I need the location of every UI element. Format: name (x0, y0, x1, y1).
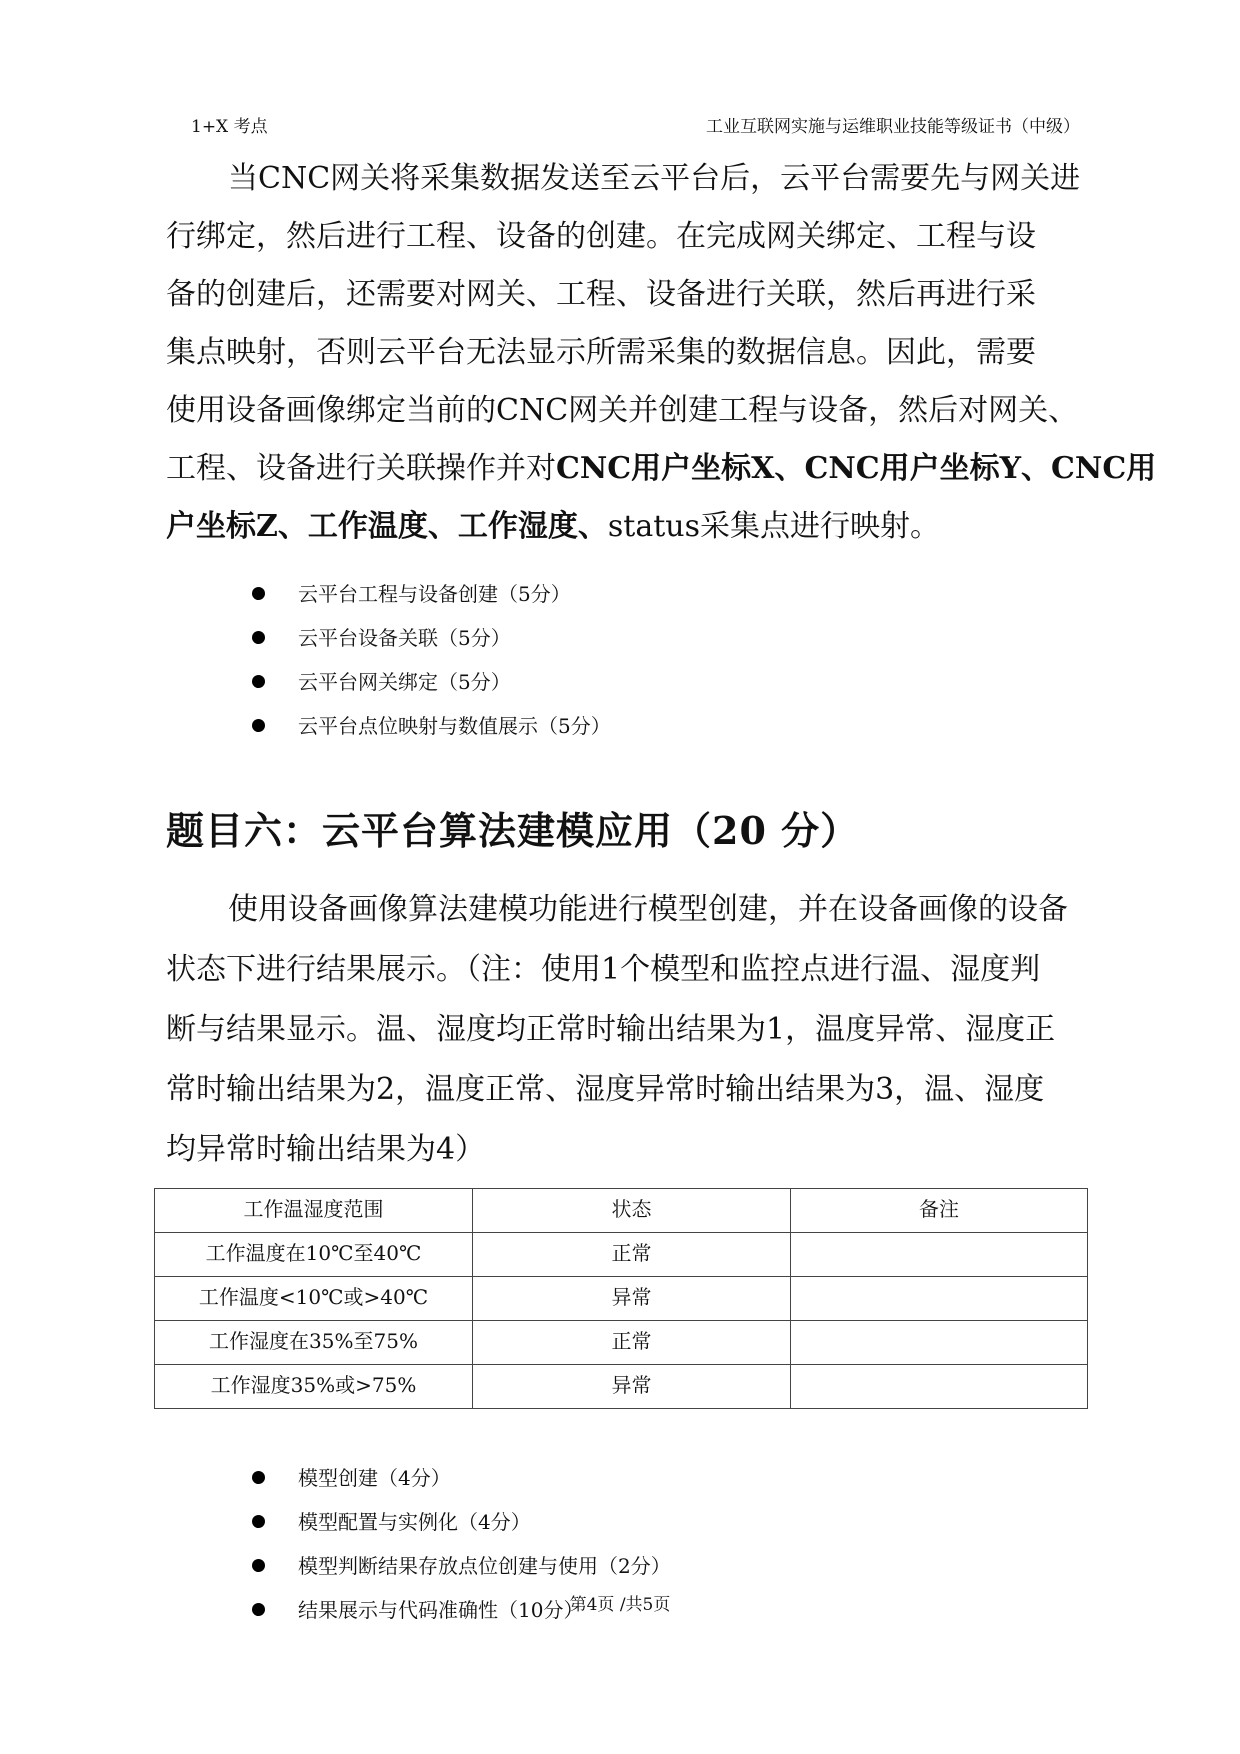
intro-line: 行绑定，然后进行工程、设备的创建。在完成网关绑定、工程与设 (166, 219, 1036, 254)
list-item: 云平台网关绑定（5分） (252, 660, 611, 704)
section-heading: 题目六：云平台算法建模应用（20 分） (166, 808, 860, 853)
intro-bold-text: CNC用户坐标X、CNC用户坐标Y、CNC用 (556, 451, 1157, 486)
intro-text: 工程、设备进行关联操作并对 (166, 451, 556, 486)
header-right: 工业互联网实施与运维职业技能等级证书（中级） (706, 117, 1080, 137)
table-cell: 正常 (473, 1233, 791, 1277)
bullet-icon (252, 675, 265, 688)
temperature-humidity-table (154, 1188, 1088, 1409)
intro-paragraph (166, 150, 1157, 556)
bullet-icon (252, 1471, 265, 1484)
table-cell: 工作湿度35%或>75% (155, 1365, 473, 1409)
intro-line: 当CNC网关将采集数据发送至云平台后，云平台需要先与网关进 (228, 161, 1081, 196)
intro-line: 集点映射，否则云平台无法显示所需采集的数据信息。因此，需要 (166, 335, 1036, 370)
table-cell (791, 1365, 1088, 1409)
table-cell: 异常 (473, 1365, 791, 1409)
list-item: 云平台点位映射与数值展示（5分） (252, 704, 611, 748)
section-line: 常时输出结果为2，温度正常、湿度异常时输出结果为3，温、湿度 (166, 1072, 1045, 1107)
list-item: 结果展示与代码准确性（10分） (252, 1588, 671, 1632)
table-row (155, 1365, 1088, 1409)
intro-line-mixed (166, 498, 1096, 556)
table-cell: 异常 (473, 1277, 791, 1321)
table-row (155, 1321, 1088, 1365)
section-line: 状态下进行结果展示。（注：使用1个模型和监控点进行温、湿度判 (166, 952, 1041, 987)
list-item: 模型配置与实例化（4分） (252, 1500, 671, 1544)
table-row (155, 1277, 1088, 1321)
table-header: 状态 (473, 1189, 791, 1233)
table-cell (791, 1321, 1088, 1365)
table-cell: 正常 (473, 1321, 791, 1365)
table-cell (791, 1233, 1088, 1277)
table-cell: 工作温度<10℃或>40℃ (155, 1277, 473, 1321)
intro-line: 使用设备画像绑定当前的CNC网关并创建工程与设备，然后对网关、 (166, 393, 1079, 428)
bullet-icon (252, 1515, 265, 1528)
section-line: 断与结果显示。温、湿度均正常时输出结果为1，温度异常、湿度正 (166, 1012, 1056, 1047)
bullet-icon (252, 719, 265, 732)
list-item: 模型创建（4分） (252, 1456, 671, 1500)
bullet-icon (252, 587, 265, 600)
intro-text: status采集点进行映射。 (607, 509, 941, 544)
page-number: 第4页 /共5页 (569, 1595, 671, 1615)
bullet-icon (252, 631, 265, 644)
section-paragraph (166, 880, 1096, 1180)
table-header: 备注 (791, 1189, 1088, 1233)
table-cell: 工作湿度在35%至75% (155, 1321, 473, 1365)
table-header-row (155, 1189, 1088, 1233)
table-row (155, 1233, 1088, 1277)
intro-bold-text: 户坐标Z、工作温度、工作湿度、 (166, 509, 608, 544)
scoring-list-1 (252, 572, 611, 748)
section-line: 均异常时输出结果为4） (166, 1132, 486, 1167)
bullet-icon (252, 1559, 265, 1572)
header-left: 1+X 考点 (191, 117, 268, 137)
list-item: 云平台设备关联（5分） (252, 616, 611, 660)
table-cell: 工作温度在10℃至40℃ (155, 1233, 473, 1277)
section-line: 使用设备画像算法建模功能进行模型创建，并在设备画像的设备 (228, 892, 1068, 927)
list-item: 模型判断结果存放点位创建与使用（2分） (252, 1544, 671, 1588)
table-header: 工作温湿度范围 (155, 1189, 473, 1233)
intro-line-mixed (166, 440, 1157, 498)
list-item: 云平台工程与设备创建（5分） (252, 572, 611, 616)
intro-line: 备的创建后，还需要对网关、工程、设备进行关联，然后再进行采 (166, 277, 1036, 312)
table-cell (791, 1277, 1088, 1321)
